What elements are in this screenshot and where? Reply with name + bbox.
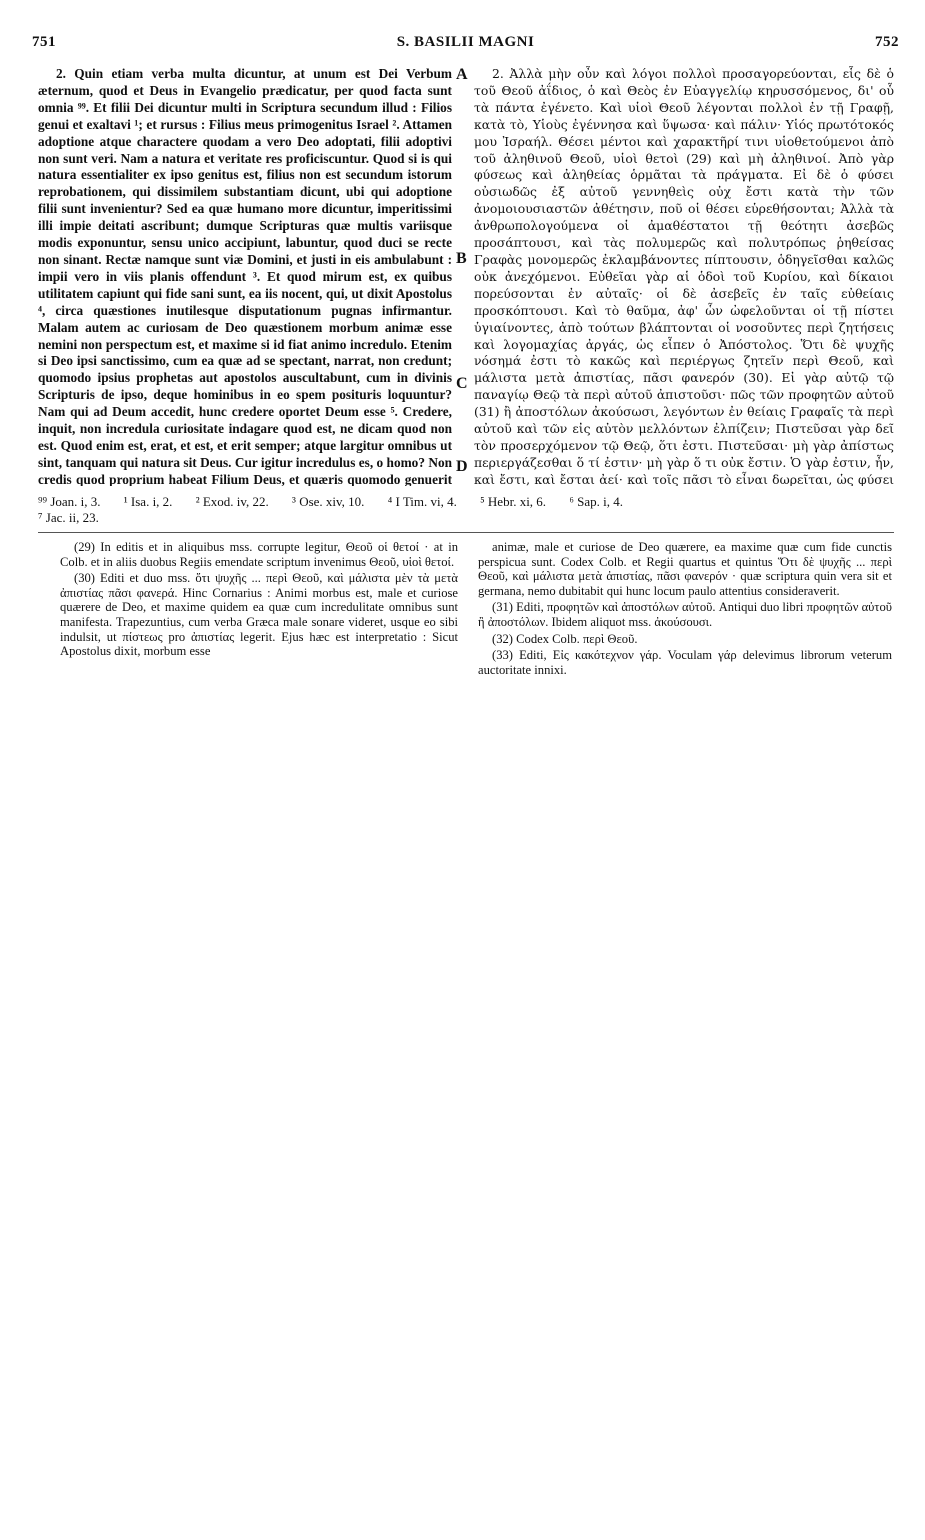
running-header [32, 34, 899, 56]
scripture-ref: ⁵ Hebr. xi, 6. [480, 494, 547, 509]
scripture-ref: ⁹⁹ Joan. i, 3. [38, 494, 101, 509]
scripture-ref: ³ Ose. xiv, 10. [292, 494, 365, 509]
page-number-right: 752 [875, 34, 899, 50]
scripture-ref: ² Exod. iv, 22. [195, 494, 269, 509]
latin-paragraph: 2. Quin etiam verba multa dicuntur, at unum est Dei Verbum æternum, quod et Deus in Evangelio prædicatur, per quod facta sunt omnia ⁹⁹. Et filii Dei dicuntur multi in Scriptura secundum illud : Filios genui et exaltavi ¹; et rursus : Filius meus primogenitus Israel ². Attamen adoptione atque charactere quodam a vero Deo adoptati, filii adoptivi non sunt veri. Nam a natura et veritate res proficiscuntur. Quod si is qui natura essentialiter ex ipso genitus est, filius non est secundum istorum reprobationem, qui dissimilem substantiam dicunt, ubi qui adoptione filii sunt invenientur? Sed ea quæ humano more dicuntur, imperitissimi illi impie deitati ascribunt; dumque Scripturas quæ multis variisque modis exponuntur, sensu unico accipiunt, labuntur, quod duci se recte non sinant. Rectæ namque sunt viæ Domini, et justi in eis ambulabunt : impii vero in viis planis offendunt ³. Et quod mirum est, ex quibus utilitatem capiunt qui fide sani sunt, ea iis nocent, qui, ut dixit Apostolus ⁴, circa quæstiones inutilesque disputationum pugnas infirmantur. Malam autem ac curiosam de Deo quæstionem morbum animæ esse nemini non perspectum est, et maxime si id fiat animo incredulo. Etenim si Deo ipsi sanctissimo, cum ea quæ ad se spectant, narrat, non credunt; quomodo ipsius prophetas aut apostolos auscultabunt, cum in divinis Scripturis de ipso, deque hominibus in eo spem posituris loquuntur? Nam qui ad Deum accedit, hunc credere oportet Deum esse ⁵. Credere, inquit, non incredula curiositate indagare quod est, ne dicam quod non est. Quod enim est, erat, et est, et erit semper; atque largitur omnibus ut sint, tanquam qui natura sit Deus. Cur igitur incredulus es, o homo? Non credis quod proprium habeat Filium Deus, et quæris quomodo genuerit [38, 66, 452, 486]
page-number-left: 751 [32, 34, 56, 50]
critical-note: (30) Editi et duo mss. ὅτι ψυχῆς ... περὶ Θεοῦ, καὶ μάλιστα μὲν τὰ μετὰ ἀπιστίας πᾶσι φανερά. Hinc Cornarius : Animi morbus est, male et curiose quærere de Deo, et maxime quidem ea quæ cum incredulitate omnibus sunt manifesta. Trapezuntius, cum verba Græca male sonare videret, usque eo sibi indulsit, ut πίστεως pro ἀπιστίας legerit. Ejus hæc est interpretatio : Sicut Apostolus dixit, morbum esse [60, 571, 458, 659]
scripture-ref: ⁶ Sap. i, 4. [569, 494, 623, 509]
scripture-ref: ¹ Isa. i, 2. [123, 494, 173, 509]
scripture-ref: ⁴ I Tim. vi, 4. [387, 494, 457, 509]
margin-marker-a: A [456, 66, 468, 83]
critical-note: (32) Codex Colb. περὶ Θεοῦ. [492, 631, 638, 646]
running-title: S. BASILII MAGNI [396, 34, 535, 50]
scripture-references-line-2 [38, 510, 898, 526]
margin-marker-c: C [456, 375, 468, 392]
scripture-ref: ⁷ Jac. ii, 23. [38, 510, 99, 525]
scripture-references-line-1 [38, 494, 898, 510]
latin-column [38, 66, 452, 486]
critical-note: (29) In editis et in aliquibus mss. corrupte legitur, Θεοῦ οἱ θετοί · at in Colb. et in aliis duobus Regiis emendate scriptum invenimus Θεοῦ, υἱοὶ θετοί. [60, 540, 458, 569]
critical-note: (31) Editi, προφητῶν καὶ ἀποστόλων αὐτοῦ. Antiqui duo libri προφητῶν αὐτοῦ ἢ ἀποστόλων. Ibidem aliquot mss. ἀκούσουσι. [478, 600, 892, 629]
critical-notes-right [478, 540, 892, 940]
greek-column [474, 66, 894, 486]
critical-note: animæ, male et curiose de Deo quærere, ea maxime quæ cum fide cunctis perspicua sunt. Codex Colb. et Regii quartus et quintus Ὅτι δὲ ψυχῆς ... περὶ Θεοῦ, καὶ μάλιστα μετὰ ἀπιστίας, πᾶσι φανερόν · quæ scriptura quin vera sit et germana, nemo dubitabit qui hunc locum paulo attentius consideraverit. [478, 540, 892, 598]
critical-note: (33) Editi, Εἰς κακότεχνον γάρ. Voculam γάρ delevimus librorum veterum auctoritate innixi. [478, 648, 892, 677]
margin-marker-d: D [456, 458, 468, 475]
greek-paragraph: 2. Ἀλλὰ μὴν οὖν καὶ λόγοι πολλοὶ προσαγορεύονται, εἷς δὲ ὁ τοῦ Θεοῦ ἀΐδιος, ὁ καὶ Θεὸς ἐν Εὐαγγελίῳ κηρυσσόμενος, δι' οὗ τὰ πάντα ἐγένετο. Καὶ υἱοὶ Θεοῦ λέγονται πολλοὶ ἐν τῇ Γραφῇ, κατὰ τὸ, Υἱοὺς ἐγέννησα καὶ ὕψωσα· καὶ πάλιν· Υἱός πρωτότοκός μου Ἰσραήλ. Θέσει μέντοι καὶ χαρακτῆρί τινι υἱοθετούμενοι ἀπὸ τοῦ ἀληθινοῦ Θεοῦ, υἱοὶ θετοὶ (29) καὶ μὴ ἀληθινοί. Ἀπὸ γὰρ φύσεως καὶ ἀληθείας ὁρμᾶται τὰ πράγματα. Εἰ δὲ ὁ φύσει οὐσιωδῶς ἐξ αὐτοῦ γεννηθεὶς οὐχ ἔστι κατὰ τὴν τῶν ἀνομοιουσιαστῶν ἀθέτησιν, ποῦ οἱ θέσει εὑρεθήσονται; Ἀλλὰ τὰ ἀνθρωπολογούμενα οἱ ἀμαθέστατοι τῇ θεότητι ἀσεβῶς προσάπτουσι, καὶ τὰς πολυμερῶς καὶ πολυτρόπως ῥηθείσας Γραφὰς μονομερῶς ἐκλαμβάνοντες πίπτουσιν, ὁδηγεῖσθαι καλῶς οὐκ ἀνεχόμενοι. Εὐθεῖαι γὰρ αἱ ὁδοὶ τοῦ Κυρίου, καὶ δίκαιοι πορεύσονται ἐν αὐταῖς· οἱ δὲ ἀσεβεῖς ἐν ταῖς εὐθείαις προσκόπτουσι. Καὶ τὸ θαῦμα, ἀφ' ὧν ὠφελοῦνται οἱ τῇ πίστει ὑγιαίνοντες, ἀπὸ τούτων βλάπτονται οἱ νοσοῦντες περὶ ζητήσεις καὶ λογομαχίας ἀργάς, ὡς εἶπεν ὁ Ἀπόστολος. Ὅτι δὲ ψυχῆς νόσημά ἐστι τὸ κακῶς καὶ περιέργως ζητεῖν περὶ Θεοῦ, καὶ μάλιστα μετὰ ἀπιστίας, πᾶσι φανερόν (30). Εἰ γὰρ αὐτῷ τῷ παναγίῳ Θεῷ τὰ περὶ αὐτοῦ ἀπιστοῦσι· πῶς τῶν προφητῶν αὐτοῦ (31) ἢ ἀποστόλων ἀκούσωσι, λεγόντων ἐν θείαις Γραφαῖς τὰ περὶ αὐτοῦ καὶ τῶν εἰς αὐτὸν μελλόντων ἐλπίζειν; Πιστεῦσαι γὰρ δεῖ τὸν προσερχόμενον τῷ Θεῷ, ὅτι ἐστι. Πιστεῦσαι· μὴ γὰρ ἀπίστως περιεργάζεσθαι ὅ τί ἐστιν· μὴ γὰρ ὅ τι οὐκ ἔστιν. Ὁ γὰρ ἐστιν, ἦν, καὶ ἔστι, καὶ ἔσται ἀεί· καὶ τοῖς πᾶσι τὸ εἶναι δωρεῖται, ὡς φύσει [474, 66, 894, 486]
critical-notes-left [60, 540, 458, 940]
margin-marker-b: B [456, 250, 467, 267]
footnote-divider [38, 532, 894, 533]
